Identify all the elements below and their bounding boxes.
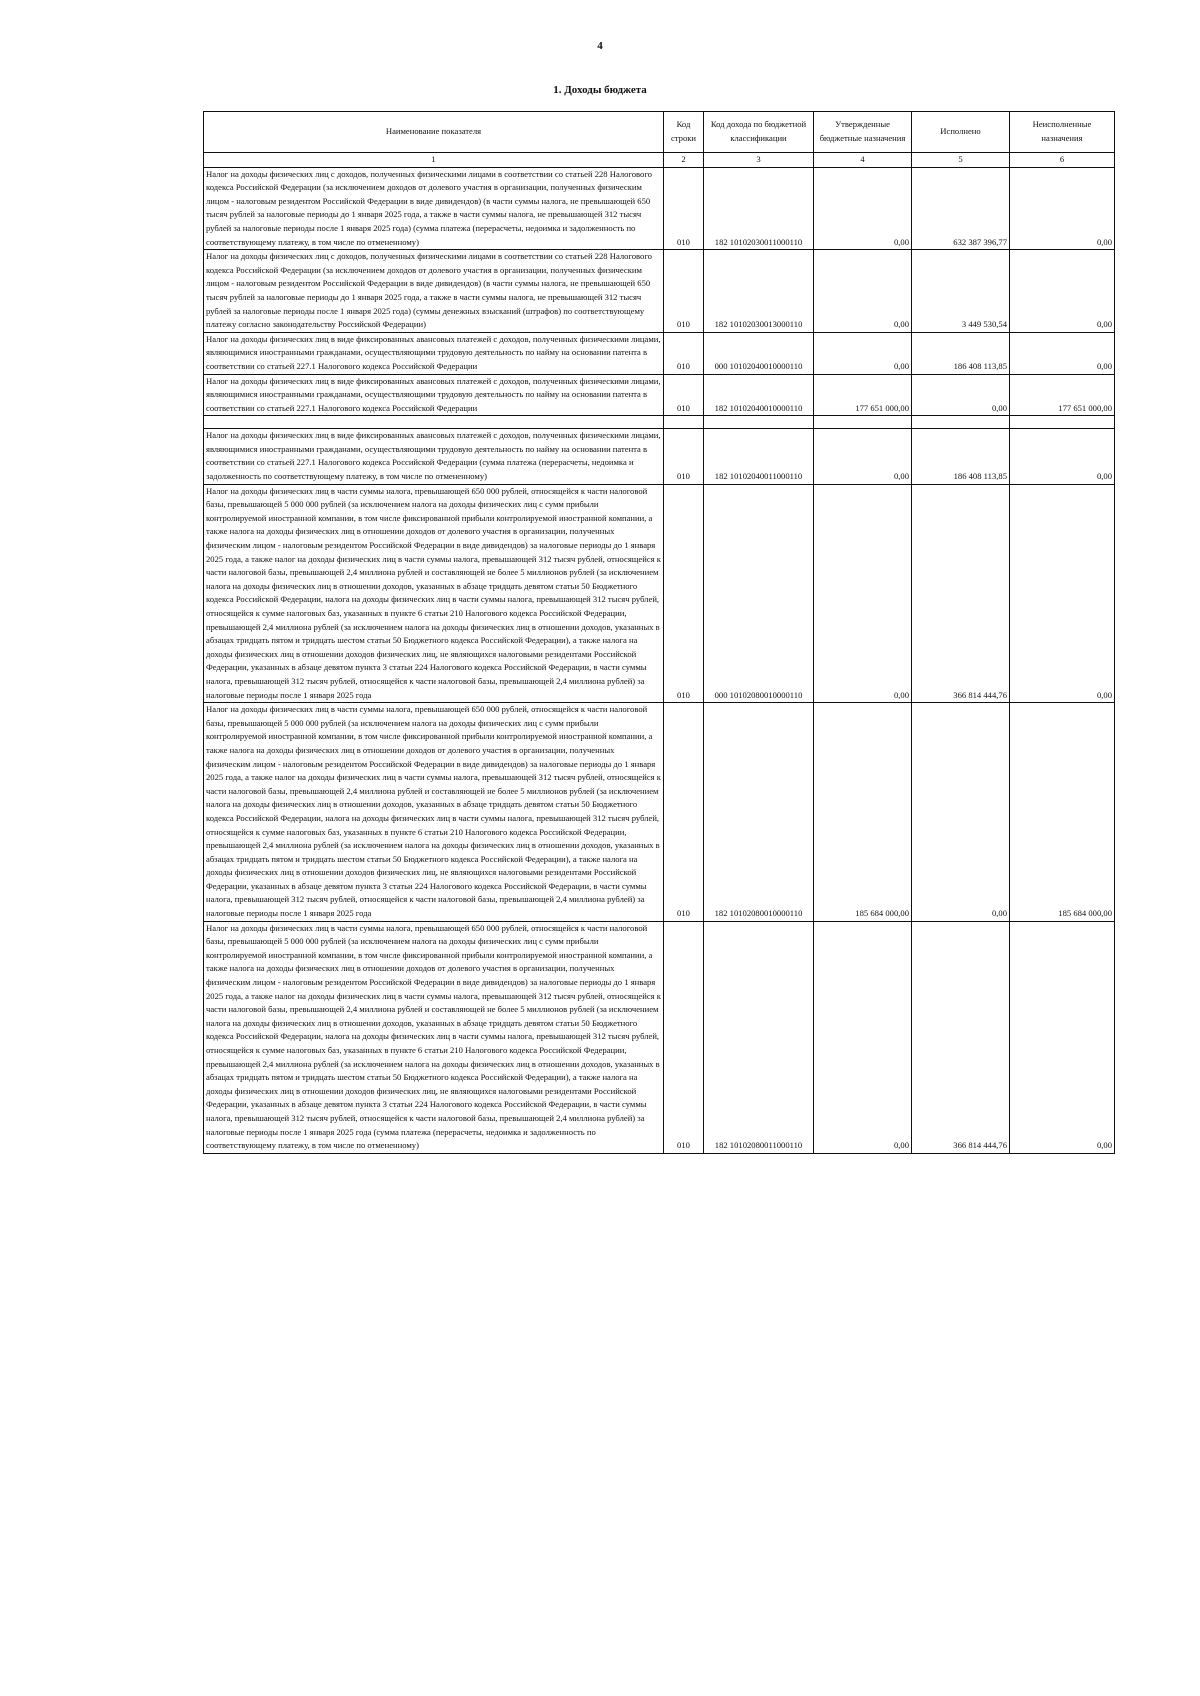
column-numbers-row	[204, 153, 1115, 168]
row-approved: 185 684 000,00	[814, 703, 912, 922]
row-executed: 186 408 113,85	[912, 332, 1010, 374]
row-approved: 177 651 000,00	[814, 374, 912, 416]
row-income-code: 000 10102080010000110	[704, 484, 814, 703]
row-name: Налог на доходы физических лиц с доходов, полученных физическими лицами в соответствии со статьей 228 Налогового кодекса Российской Федерации (за исключением доходов от долевого участия в организации, полученных физическим лицом - налоговым резидентом Российской Федерации в виде дивидендов) (в части суммы налога, не превышающей 650 тысяч рублей за налоговые периоды до 1 января 2025 года, а также в части суммы налога, не превышающей 312 тысяч рублей за налоговые периоды после 1 января 2025 года) (суммы денежных взысканий (штрафов) по соответствующему платежу согласно законодательству Российской Федерации)	[204, 250, 664, 333]
header-unexecuted: Неисполненные назначения	[1010, 112, 1115, 153]
row-line-code: 010	[664, 167, 704, 250]
row-approved: 0,00	[814, 921, 912, 1153]
table-header-row	[204, 112, 1115, 153]
row-executed: 186 408 113,85	[912, 429, 1010, 484]
row-approved: 0,00	[814, 484, 912, 703]
row-name: Налог на доходы физических лиц в части суммы налога, превышающей 650 000 рублей, относящейся к части налоговой базы, превышающей 5 000 000 рублей (за исключением налога на доходы физических лиц с сумм прибыли контролируемой иностранной компании, в том числе фиксированной прибыли контролируемой иностранной компании, а также налога на доходы физических лиц в отношении доходов от долевого участия в организации, полученных физическим лицом - налоговым резидентом Российской Федерации в виде дивидендов) за налоговые периоды до 1 января 2025 года, а также налог на доходы физических лиц в части суммы налога, превышающей 312 тысяч рублей, относящейся к части налоговой базы, превышающей 2,4 миллиона рублей и составляющей не более 5 миллионов рублей (за исключением налога на доходы физических лиц в отношении доходов, указанных в абзаце тридцать девятом статьи 50 Бюджетного кодекса Российской Федерации, налога на доходы физических лиц в части суммы налога, превышающей 312 тысяч рублей, относящейся к сумме налоговых баз, указанных в пункте 6 статьи 210 Налогового кодекса Российской Федерации, превышающей 2,4 миллиона рублей (за исключением налога на доходы физических лиц в отношении доходов, указанных в абзацах тридцать пятом и тридцать шестом статьи 50 Бюджетного кодекса Российской Федерации), а также налога на доходы физических лиц в отношении доходов физических лиц, не являющихся налоговыми резидентами Российской Федерации, указанных в абзаце девятом пункта 3 статьи 224 Налогового кодекса Российской Федерации, в части суммы налога, превышающей 312 тысяч рублей, относящейся к части налоговой базы, превышающей 2,4 миллиона рублей) за налоговые периоды после 1 января 2025 года	[204, 703, 664, 922]
row-executed: 0,00	[912, 374, 1010, 416]
row-executed: 366 814 444,76	[912, 921, 1010, 1153]
row-name: Налог на доходы физических лиц в части суммы налога, превышающей 650 000 рублей, относящейся к части налоговой базы, превышающей 5 000 000 рублей (за исключением налога на доходы физических лиц с сумм прибыли контролируемой иностранной компании, в том числе фиксированной прибыли контролируемой иностранной компании, а также налога на доходы физических лиц в отношении доходов от долевого участия в организации, полученных физическим лицом - налоговым резидентом Российской Федерации в виде дивидендов) за налоговые периоды до 1 января 2025 года, а также налог на доходы физических лиц в части суммы налога, превышающей 312 тысяч рублей, относящейся к части налоговой базы, превышающей 2,4 миллиона рублей и составляющей не более 5 миллионов рублей (за исключением налога на доходы физических лиц в отношении доходов, указанных в абзаце тридцать девятом статьи 50 Бюджетного кодекса Российской Федерации, налога на доходы физических лиц в части суммы налога, превышающей 312 тысяч рублей, относящейся к сумме налоговых баз, указанных в пункте 6 статьи 210 Налогового кодекса Российской Федерации, превышающей 2,4 миллиона рублей (за исключением налога на доходы физических лиц в отношении доходов, указанных в абзацах тридцать пятом и тридцать шестом статьи 50 Бюджетного кодекса Российской Федерации), а также налога на доходы физических лиц в отношении доходов физических лиц, не являющихся налоговыми резидентами Российской Федерации, указанных в абзаце девятом пункта 3 статьи 224 Налогового кодекса Российской Федерации, в части суммы налога, превышающей 312 тысяч рублей, относящейся к части налоговой базы, превышающей 2,4 миллиона рублей) за налоговые периоды после 1 января 2025 года	[204, 484, 664, 703]
row-executed: 632 387 396,77	[912, 167, 1010, 250]
row-income-code: 000 10102040010000110	[704, 332, 814, 374]
page-number: 4	[597, 40, 603, 52]
row-unexecuted: 0,00	[1010, 484, 1115, 703]
table-row	[204, 250, 1115, 333]
spacer-row	[204, 416, 1115, 429]
column-number: 6	[1010, 153, 1115, 168]
column-number: 1	[204, 153, 664, 168]
row-income-code: 182 10102080011000110	[704, 921, 814, 1153]
column-number: 5	[912, 153, 1010, 168]
row-name: Налог на доходы физических лиц в виде фиксированных авансовых платежей с доходов, полученных физическими лицами, являющимися иностранными гражданами, осуществляющими трудовую деятельность по найму на основании патента в соответствии со статьей 227.1 Налогового кодекса Российской Федерации	[204, 374, 664, 416]
row-unexecuted: 185 684 000,00	[1010, 703, 1115, 922]
row-line-code: 010	[664, 332, 704, 374]
header-name: Наименование показателя	[204, 112, 664, 153]
row-income-code: 182 10102030011000110	[704, 167, 814, 250]
row-income-code: 182 10102030013000110	[704, 250, 814, 333]
table-row	[204, 484, 1115, 703]
row-approved: 0,00	[814, 332, 912, 374]
row-unexecuted: 0,00	[1010, 250, 1115, 333]
header-executed: Исполнено	[912, 112, 1010, 153]
column-number: 2	[664, 153, 704, 168]
row-line-code: 010	[664, 484, 704, 703]
section-title: 1. Доходы бюджета	[553, 84, 647, 96]
table-row	[204, 332, 1115, 374]
row-executed: 3 449 530,54	[912, 250, 1010, 333]
row-approved: 0,00	[814, 167, 912, 250]
header-line-code: Код строки	[664, 112, 704, 153]
row-approved: 0,00	[814, 250, 912, 333]
row-name: Налог на доходы физических лиц в виде фиксированных авансовых платежей с доходов, полученных физическими лицами, являющимися иностранными гражданами, осуществляющими трудовую деятельность по найму на основании патента в соответствии со статьей 227.1 Налогового кодекса Российской Федерации	[204, 332, 664, 374]
row-unexecuted: 0,00	[1010, 921, 1115, 1153]
row-unexecuted: 0,00	[1010, 429, 1115, 484]
header-income-code: Код дохода по бюджетной классификации	[704, 112, 814, 153]
column-number: 4	[814, 153, 912, 168]
table-row	[204, 921, 1115, 1153]
row-unexecuted: 0,00	[1010, 167, 1115, 250]
row-approved: 0,00	[814, 429, 912, 484]
row-income-code: 182 10102040011000110	[704, 429, 814, 484]
column-number: 3	[704, 153, 814, 168]
row-line-code: 010	[664, 703, 704, 922]
row-unexecuted: 177 651 000,00	[1010, 374, 1115, 416]
row-executed: 0,00	[912, 703, 1010, 922]
income-table	[203, 111, 1115, 1154]
row-line-code: 010	[664, 250, 704, 333]
row-name: Налог на доходы физических лиц с доходов, полученных физическими лицами в соответствии со статьей 228 Налогового кодекса Российской Федерации (за исключением доходов от долевого участия в организации, полученных физическим лицом - налоговым резидентом Российской Федерации в виде дивидендов) (в части суммы налога, не превышающей 650 тысяч рублей за налоговые периоды до 1 января 2025 года, а также в части суммы налога, не превышающей 312 тысяч рублей за налоговые периоды после 1 января 2025 года) (сумма платежа (перерасчеты, недоимка и задолженность по соответствующему платежу, в том числе по отмененному)	[204, 167, 664, 250]
row-line-code: 010	[664, 374, 704, 416]
row-income-code: 182 10102080010000110	[704, 703, 814, 922]
table-row	[204, 429, 1115, 484]
row-name: Налог на доходы физических лиц в виде фиксированных авансовых платежей с доходов, полученных физическими лицами, являющимися иностранными гражданами, осуществляющими трудовую деятельность по найму на основании патента в соответствии со статьей 227.1 Налогового кодекса Российской Федерации (сумма платежа (перерасчеты, недоимка и задолженность по соответствующему платежу, в том числе по отмененному)	[204, 429, 664, 484]
header-approved: Утвержденные бюджетные назначения	[814, 112, 912, 153]
table-row	[204, 374, 1115, 416]
row-executed: 366 814 444,76	[912, 484, 1010, 703]
row-line-code: 010	[664, 921, 704, 1153]
table-row	[204, 167, 1115, 250]
row-name: Налог на доходы физических лиц в части суммы налога, превышающей 650 000 рублей, относящейся к части налоговой базы, превышающей 5 000 000 рублей (за исключением налога на доходы физических лиц с сумм прибыли контролируемой иностранной компании, в том числе фиксированной прибыли контролируемой иностранной компании, а также налога на доходы физических лиц в отношении доходов от долевого участия в организации, полученных физическим лицом - налоговым резидентом Российской Федерации в виде дивидендов) за налоговые периоды до 1 января 2025 года, а также налог на доходы физических лиц в части суммы налога, превышающей 312 тысяч рублей, относящейся к части налоговой базы, превышающей 2,4 миллиона рублей и составляющей не более 5 миллионов рублей (за исключением налога на доходы физических лиц в отношении доходов, указанных в абзаце тридцать девятом статьи 50 Бюджетного кодекса Российской Федерации, налога на доходы физических лиц в части суммы налога, превышающей 312 тысяч рублей, относящейся к сумме налоговых баз, указанных в пункте 6 статьи 210 Налогового кодекса Российской Федерации, превышающей 2,4 миллиона рублей (за исключением налога на доходы физических лиц в отношении доходов, указанных в абзацах тридцать пятом и тридцать шестом статьи 50 Бюджетного кодекса Российской Федерации), а также налога на доходы физических лиц в отношении доходов физических лиц, не являющихся налоговыми резидентами Российской Федерации, указанных в абзаце девятом пункта 3 статьи 224 Налогового кодекса Российской Федерации, в части суммы налога, превышающей 312 тысяч рублей, относящейся к части налоговой базы, превышающей 2,4 миллиона рублей) за налоговые периоды после 1 января 2025 года (сумма платежа (перерасчеты, недоимка и задолженность по соответствующему платежу, в том числе по отмененному)	[204, 921, 664, 1153]
row-unexecuted: 0,00	[1010, 332, 1115, 374]
row-line-code: 010	[664, 429, 704, 484]
table-row	[204, 703, 1115, 922]
row-income-code: 182 10102040010000110	[704, 374, 814, 416]
